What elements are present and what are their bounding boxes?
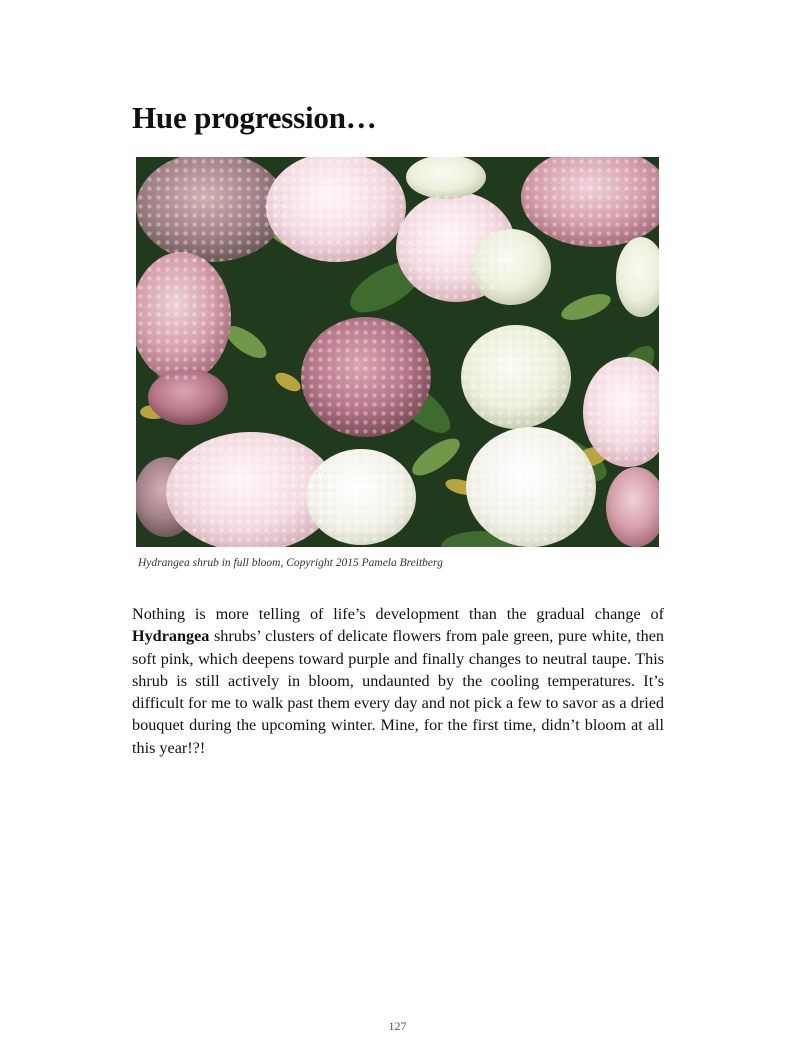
page-number: 127 (388, 1019, 407, 1033)
photo-caption: Hydrangea shrub in full bloom, Copyright 2015 Pamela Breitberg (138, 557, 443, 569)
paragraph-bold-word: Hydrangea (132, 627, 210, 646)
paragraph-rest: shrubs’ clusters of delicate flowers from pale green, pure white, then soft pink, which deepens toward purple and finally changes to neutral taupe. This shrub is still actively in bloom, undaunted by the cooling temperatures. It’s difficult for me to walk past them every day and not pick a few to savor as a dried bouquet during the upcoming winter. Mine, for the first time, didn’t bloom at all this year!?! (132, 627, 664, 757)
paragraph-intro: Nothing is more telling of life’s development than the gradual change of (132, 605, 664, 623)
body-paragraph (132, 603, 664, 759)
hydrangea-photo (136, 157, 659, 547)
page-title: Hue progression… (132, 100, 377, 135)
